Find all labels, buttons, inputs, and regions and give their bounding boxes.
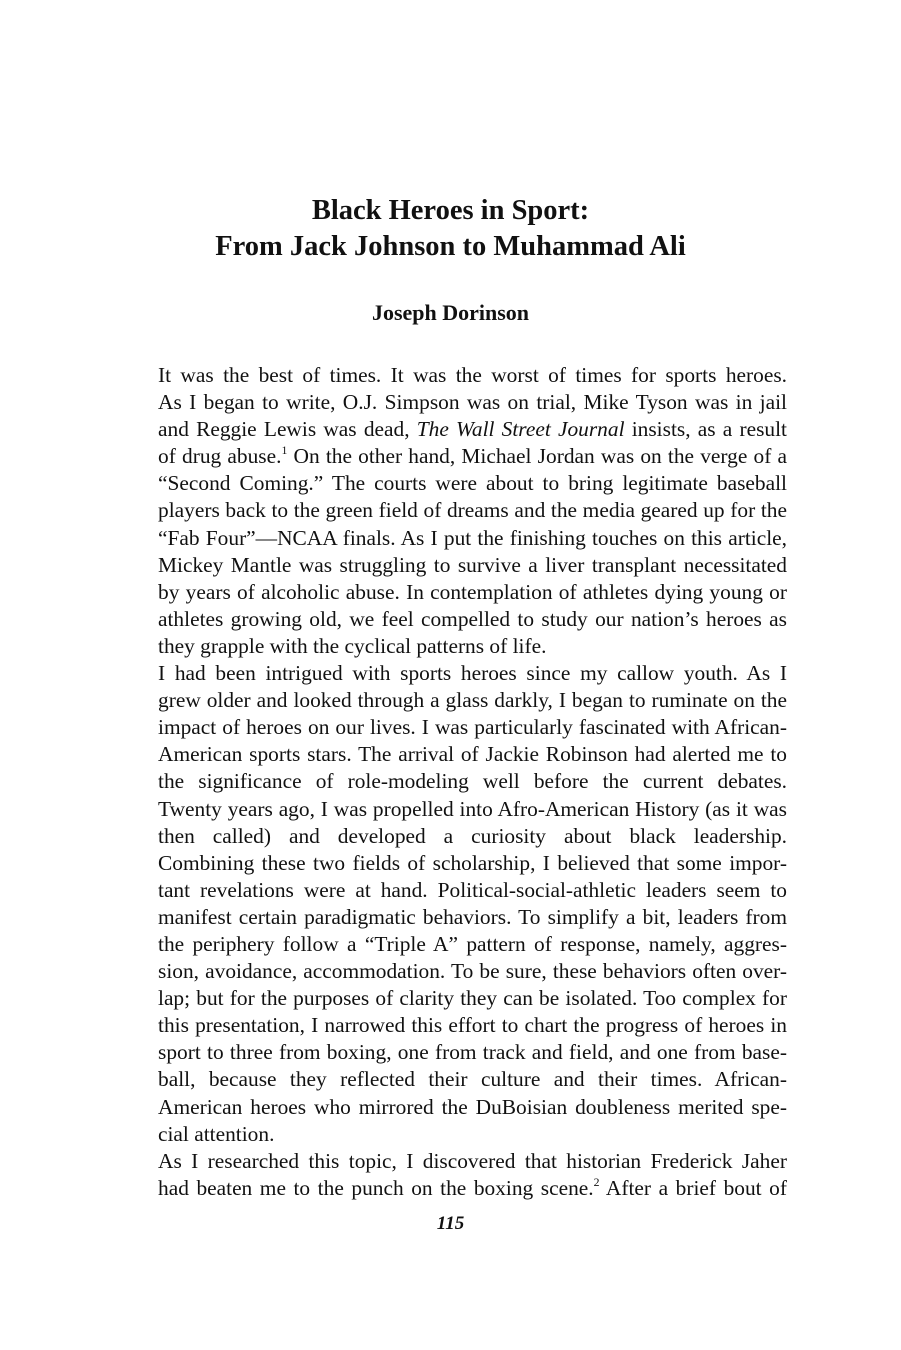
text-line: impact of heroes on our lives. I was particularly fascinated with African-	[158, 715, 787, 740]
text-line: As I researched this topic, I discovered that historian Frederick Jaher	[158, 1148, 787, 1173]
text-line: “Fab Four”—NCAA finals. As I put the finishing touches on this article,	[158, 525, 787, 550]
paragraph	[144, 660, 787, 1148]
text-line: cial attention.	[158, 1121, 275, 1146]
text-line: they grapple with the cyclical patterns of life.	[158, 633, 547, 658]
text-line: then called) and developed a curiosity about black leadership.	[158, 823, 787, 848]
text-line: had beaten me to the punch on the boxing scene.$^2$ After a brief bout of	[158, 1175, 787, 1200]
text-line: “Second Coming.” The courts were about to bring legitimate baseball	[158, 471, 787, 496]
body-text	[144, 362, 787, 1202]
text-line: Twenty years ago, I was propelled into Afro-American History (as it was	[158, 796, 787, 821]
text-line: manifest certain paradigmatic behaviors. To simplify a bit, leaders from	[158, 904, 787, 929]
text-line: I had been intrigued with sports heroes since my callow youth. As I	[158, 661, 787, 686]
text-line: this presentation, I narrowed this effort to chart the progress of heroes in	[158, 1013, 787, 1038]
footnote-marker: 1	[281, 444, 288, 458]
title-line-2: From Jack Johnson to Muhammad Ali	[215, 231, 686, 262]
text-line: American heroes who mirrored the DuBoisian doubleness merited spe-	[158, 1094, 787, 1119]
italic-title: The Wall Street Journal	[416, 417, 625, 442]
text-line: sport to three from boxing, one from track and field, and one from base-	[158, 1040, 787, 1065]
text-line: grew older and looked through a glass darkly, I began to ruminate on the	[158, 688, 787, 713]
text-line: and Reggie Lewis was dead, The Wall Street Journal insists, as a result	[158, 417, 787, 442]
text-line: Mickey Mantle was struggling to survive a liver transplant necessitated	[158, 552, 787, 577]
text-line: tant revelations were at hand. Political-social-athletic leaders seem to	[158, 877, 787, 902]
text-line: players back to the green field of dreams and the media geared up for the	[158, 498, 787, 523]
text-line: athletes growing old, we feel compelled to study our nation’s heroes as	[158, 606, 787, 631]
text-line: sion, avoidance, accommodation. To be sure, these behaviors often over-	[158, 959, 787, 984]
text-line: the periphery follow a “Triple A” pattern of response, namely, aggres-	[158, 931, 787, 956]
article-title	[0, 193, 901, 265]
text-line: Combining these two fields of scholarship, I believed that some impor-	[158, 850, 787, 875]
text-line: of drug abuse.$^1$ On the other hand, Michael Jordan was on the verge of a	[158, 444, 788, 469]
page-number: 115	[436, 1213, 465, 1234]
text-line: It was the best of times. It was the worst of times for sports heroes.	[158, 363, 787, 387]
text-line: American sports stars. The arrival of Jackie Robinson had alerted me to	[158, 742, 787, 767]
text-line: lap; but for the purposes of clarity they can be isolated. Too complex for	[158, 986, 787, 1011]
footnote-marker: 2	[593, 1176, 600, 1189]
text-line: ball, because they reflected their culture and their times. African-	[158, 1067, 787, 1092]
title-line-1: Black Heroes in Sport:	[311, 195, 590, 226]
text-line: by years of alcoholic abuse. In contemplation of athletes dying young or	[158, 579, 787, 604]
paragraph	[144, 362, 787, 660]
text-line: As I began to write, O.J. Simpson was on trial, Mike Tyson was in jail	[158, 390, 787, 415]
paragraph	[144, 1148, 787, 1202]
author-name: Joseph Dorinson	[371, 300, 530, 325]
text-line: the significance of role-modeling well before the current debates.	[158, 769, 787, 794]
